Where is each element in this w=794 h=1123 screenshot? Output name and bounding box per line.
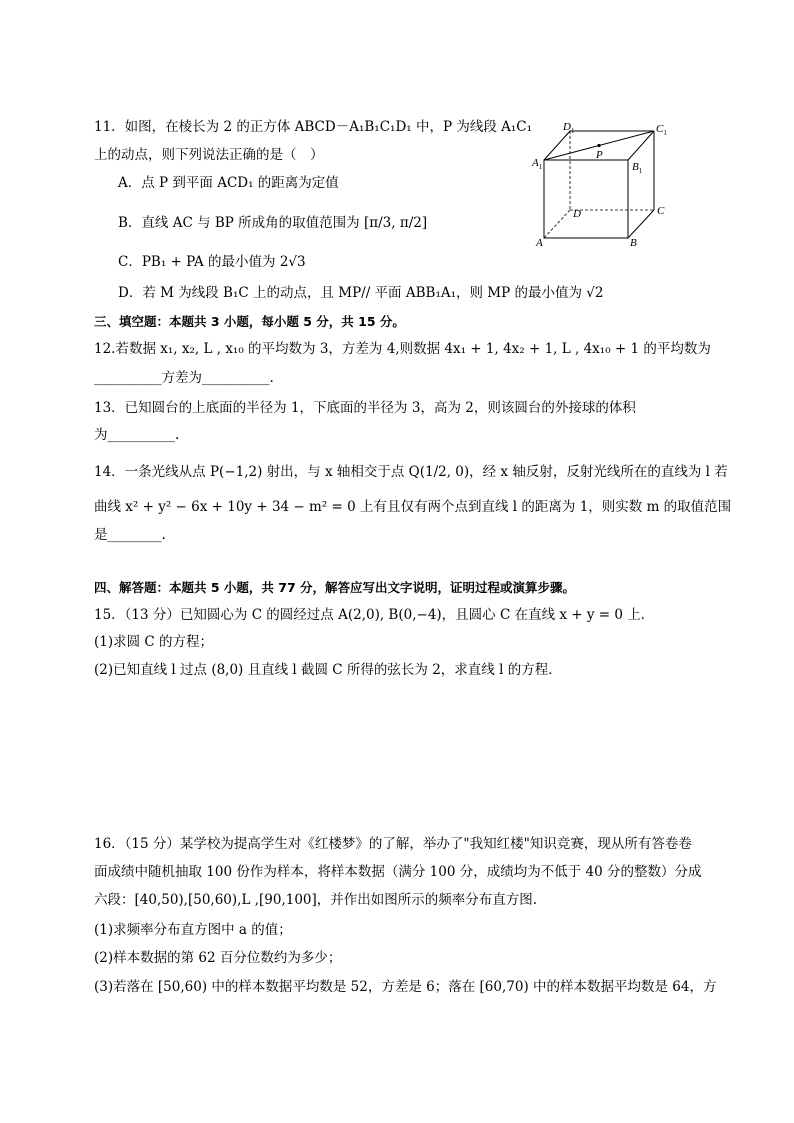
- edge-DA-hidden: [544, 210, 570, 238]
- q15-part1: (1)求圆 C 的方程；: [94, 634, 214, 650]
- q16-line1: 16．（15 分）某学校为提高学生对《红楼梦》的了解，举办了"我知红楼"知识竞赛，现从所有答卷卷: [94, 836, 692, 852]
- label-B: B: [630, 237, 637, 249]
- q12-line1: 12.若数据 x₁, x₂, L , x₁₀ 的平均数为 3，方差为 4,则数据 4x₁ + 1, 4x₂ + 1, L , 4x₁₀ + 1 的平均数为: [94, 341, 711, 357]
- label-C: C: [657, 205, 665, 217]
- label-P: P: [596, 149, 603, 161]
- label-A1: $A_1$: [532, 157, 543, 171]
- label-D: D: [573, 208, 581, 220]
- q11-option-c: C．PB₁ + PA 的最小值为 2√3: [118, 254, 306, 270]
- q16-line3: 六段：[40,50),[50,60),L ,[90,100]，并作出如图所示的频率分布直方图.: [94, 892, 538, 908]
- q13-line2: 为__________.: [94, 427, 180, 443]
- section4-title: 四、解答题：本题共 5 小题，共 77 分，解答应写出文字说明，证明过程或演算步骤。: [94, 580, 576, 595]
- point-P: [597, 144, 600, 147]
- edge-BC: [628, 210, 654, 238]
- cube-figure: [530, 118, 670, 250]
- q16-part3: (3)若落在 [50,60) 中的样本数据平均数是 52，方差是 6；落在 [60,70) 中的样本数据平均数是 64，方: [94, 979, 717, 995]
- q14-line3: 是________.: [94, 527, 166, 543]
- q14-line1: 14．一条光线从点 P(−1,2) 射出，与 x 轴相交于点 Q(1/2, 0)，经 x 轴反射，反射光线所在的直线为 l 若: [94, 464, 728, 480]
- q11-option-b: B．直线 AC 与 BP 所成角的取值范围为 [π/3, π/2]: [118, 215, 428, 231]
- q16-line2: 面成绩中随机抽取 100 份作为样本，将样本数据（满分 100 分，成绩均为不低于 40 分的整数）分成: [94, 864, 702, 880]
- q11-stem-line2: 上的动点，则下列说法正确的是（ ）: [94, 147, 324, 163]
- label-D1: $D_1$: [563, 121, 575, 135]
- q15-part2: (2)已知直线 l 过点 (8,0) 且直线 l 截圆 C 所得的弦长为 2，求直线 l 的方程．: [94, 662, 562, 678]
- edge-A1D1: [544, 131, 570, 160]
- edge-B1C1: [628, 131, 654, 160]
- q12-line2: __________方差为__________.: [94, 370, 274, 386]
- q13-line1: 13．已知圆台的上底面的半径为 1，下底面的半径为 3，高为 2，则该圆台的外接球的体积: [94, 400, 636, 416]
- label-B1: $B_1$: [632, 161, 643, 175]
- q14-line2: 曲线 x² + y² − 6x + 10y + 34 − m² = 0 上有且仅有两个点到直线 l 的距离为 1，则实数 m 的取值范围: [94, 499, 732, 515]
- q15-line1: 15．（13 分）已知圆心为 C 的圆经过点 A(2,0), B(0,−4)，且圆心 C 在直线 x + y = 0 上．: [94, 607, 655, 623]
- q11-stem-line1: 11．如图，在棱长为 2 的正方体 ABCD－A₁B₁C₁D₁ 中，P 为线段 A₁C₁: [94, 119, 533, 135]
- q16-part2: (2)样本数据的第 62 百分位数约为多少；: [94, 950, 342, 966]
- q11-option-d: D．若 M 为线段 B₁C 上的动点，且 MP// 平面 ABB₁A₁，则 MP 的最小值为 √2: [118, 285, 604, 301]
- label-A: A: [536, 237, 543, 249]
- label-C1: $C_1$: [656, 123, 667, 137]
- q11-option-a: A．点 P 到平面 ACD₁ 的距离为定值: [118, 175, 339, 191]
- q16-part1: (1)求频率分布直方图中 a 的值；: [94, 922, 292, 938]
- section3-title: 三、填空题：本题共 3 小题，每小题 5 分，共 15 分。: [94, 314, 405, 329]
- front-face: [544, 160, 628, 238]
